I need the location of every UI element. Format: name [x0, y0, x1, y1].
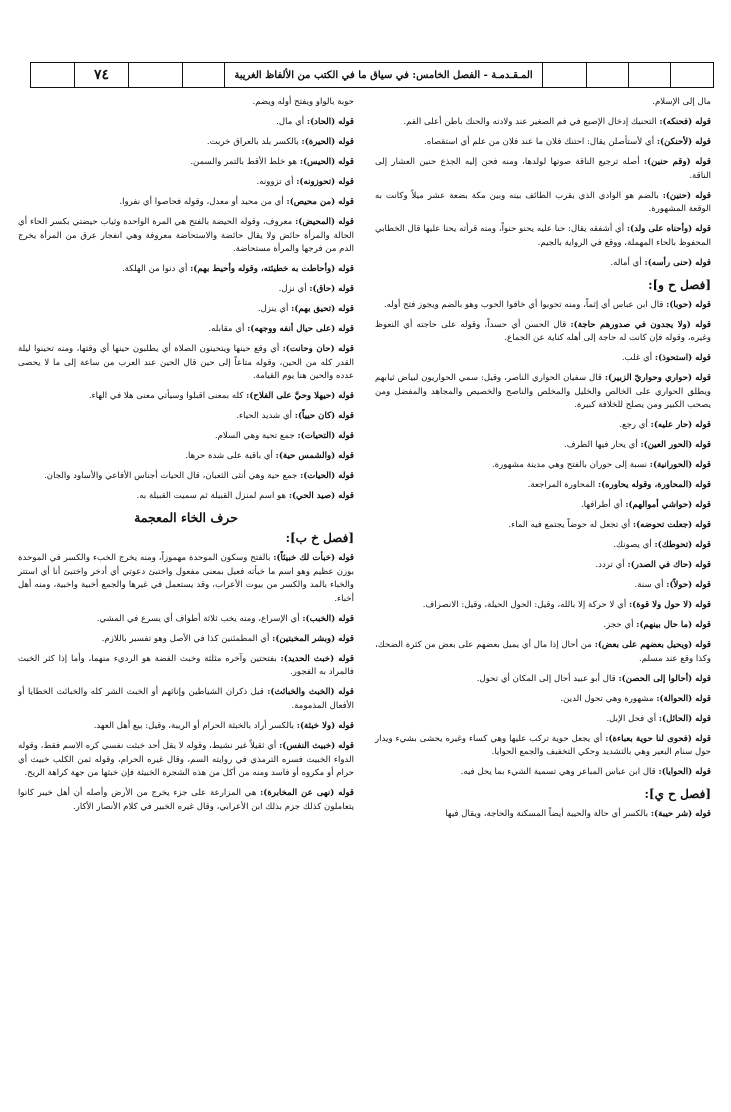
entry-keyword: قوله (الخبب): — [302, 613, 354, 624]
glossary-entry — [18, 552, 354, 606]
glossary-entry — [18, 116, 354, 130]
entry-keyword: قوله (ولا يجدون في صدورهم حاجة): — [570, 319, 711, 330]
entry-keyword: قوله (الحورانية): — [649, 460, 711, 471]
section-heading: [فصل ح ي]: — [644, 787, 711, 802]
right-text-column — [375, 96, 711, 828]
entry-keyword: قوله (حواري وحواريّ الزبير): — [604, 373, 711, 384]
header-cell-empty — [183, 63, 225, 87]
glossary-entry — [375, 299, 711, 313]
entry-keyword: قوله (الحيات): — [300, 471, 354, 482]
glossary-entry — [18, 490, 354, 504]
entry-keyword: قوله (حواشي أموالهم): — [625, 500, 711, 511]
section-heading: [فصل ح و]: — [648, 277, 711, 292]
entry-keyword: قوله (صيد الحي): — [288, 491, 354, 502]
entry-keyword: قوله (الخبث والخبائث): — [267, 687, 354, 698]
entry-text: هو اسم لمنزل القبيلة ثم سميت القبيلة به. — [136, 491, 289, 502]
entry-keyword: قوله (حوبا): — [666, 299, 711, 310]
entry-keyword: قوله (من محيص): — [286, 196, 354, 207]
entry-text: هي المزارعة على جزء يخرج من الأرض وأصله أن أهل خيبر كانوا يتعاملون كذلك جزم بذلك ابن الأعرابي، وقال غيره الخبير في كلام الأنصار الأكار. — [18, 788, 354, 812]
entry-text: أي أماله. — [610, 257, 645, 268]
entry-text: أي تجعل له حوضاً يجتمع فيه الماء. — [508, 520, 633, 531]
glossary-entry — [18, 136, 354, 150]
entry-text: معروف، وقوله الحيضة بالفتح هي المرة الواحدة وثياب حيضتي بكسر الحاء أي الحالة والمرأة حائض ولا يقال حائضة والاستحاضة معروفة وهي انفجار عرق من المرأة يخرج الدم من فرجها والمرأة مستحاضة. — [18, 216, 354, 255]
entry-keyword: قوله (حاق): — [309, 284, 354, 295]
entry-keyword: قوله (حان وحانت): — [282, 344, 354, 355]
glossary-entry — [18, 787, 354, 814]
entry-keyword: قوله (ما حال بينهم): — [636, 620, 711, 631]
header-cell-empty — [31, 63, 75, 87]
entry-text: هو خلط الأقط بالتمر والسمن. — [190, 156, 300, 167]
glossary-entry — [375, 808, 711, 822]
entry-keyword: قوله (لأحنكن): — [656, 136, 711, 147]
entry-keyword: قوله (تحوزونه): — [296, 176, 354, 187]
entry-keyword: قوله (فحوى لنا حوية بعباءة): — [605, 733, 711, 744]
entry-text: أي رجع. — [619, 420, 651, 431]
entry-keyword: قوله (على حيال أنفه ووجهه): — [247, 324, 354, 335]
entry-text: بالكسر أراد بالخبثة الحرام أو الريبة، وقيل: بيع أهل العهد. — [93, 720, 297, 731]
glossary-entry — [375, 96, 711, 110]
entry-keyword: قوله (خبيث النفس): — [279, 740, 355, 751]
glossary-entry — [375, 319, 711, 346]
glossary-entry — [18, 686, 354, 713]
header-cell-empty — [129, 63, 183, 87]
entry-keyword: قوله (حاك في الصدر): — [627, 560, 711, 571]
entry-keyword: قوله (نهى عن المخابرة): — [260, 788, 355, 799]
entry-text: بالضم هو الوادي الذي بقرب الطائف بينه وبين مكة بضعة عشر ميلاً وكانت به الوقعة المشهورة. — [375, 190, 711, 215]
glossary-entry — [18, 216, 354, 257]
glossary-entry — [18, 323, 354, 337]
entry-keyword: قوله (حنى رأسه): — [644, 257, 711, 268]
entry-text: نسبة إلى حوران بالفتح وهي مدينة مشهورة. — [491, 460, 650, 471]
glossary-entry — [375, 639, 711, 666]
entry-text: أي لا حركة إلا بالله، وقيل: الحول الحيلة، وقيل: الانصراف. — [422, 600, 629, 611]
entry-keyword: قوله (المحيض): — [295, 216, 354, 227]
page-number: ٧٤ — [75, 63, 129, 87]
entry-text: أي تزوونه. — [256, 176, 297, 187]
glossary-entry — [375, 223, 711, 250]
entry-keyword: قوله (لا حول ولا قوة): — [628, 600, 711, 611]
header-cell-empty — [587, 63, 629, 87]
entry-text: المحاورة المراجعة. — [527, 480, 598, 491]
glossary-entry — [375, 419, 711, 433]
entry-keyword: قوله (وأحناه على ولد): — [626, 224, 711, 235]
section-heading: حرف الخاء المعجمة — [134, 510, 238, 526]
entry-keyword: قوله (حيهلا وحيَّ على الفلاح): — [246, 391, 354, 402]
glossary-entry — [375, 766, 711, 780]
glossary-entry — [375, 479, 711, 493]
entry-text: أي مقابله. — [208, 324, 248, 335]
entry-keyword: قوله (وقم حنين): — [643, 156, 711, 167]
entry-text: بالكسر أي حالة والحيبة أيضاً المسكنة والحاجة، ويقال فيها — [445, 809, 651, 820]
entry-keyword: قوله (أحالوا إلى الحصن): — [618, 673, 711, 684]
glossary-entry — [375, 136, 711, 150]
entry-text: بالفتح وسكون الموحدة مهموزاً، ومنه يخرج الخبء والكسر في الموحدة بوزن عظيم وهو اسم ما خبأته فعيل بمعنى مفعول واختبئ دعوتي أي أدخر واختبئ أنا أي استتر والخباء بالمد والكسر من بيوت الأعراب، وقد يستعمل في غيرها والجمع أخبية واخبية، ومنه أهل أخباء. — [18, 553, 354, 604]
header-cell-empty — [671, 63, 713, 87]
entry-text: أي من محيد أو معدل، وقوله فحاصوا أي نفروا. — [119, 196, 287, 207]
entry-text: قال أبو عبيد أحال إلى المكان أي تحول. — [476, 673, 619, 684]
entry-keyword: قوله (كان حيياً): — [294, 411, 354, 422]
entry-keyword: قوله (الحيرة): — [301, 136, 354, 147]
entry-keyword: قوله (جعلت تحوضه): — [632, 520, 711, 531]
entry-text: قال ابن عباس المباعر وهي تسمية الشيء بما يحل فيه. — [460, 767, 659, 778]
header-cell-empty — [629, 63, 671, 87]
entry-text: مشهورة وهي تحول الدين. — [560, 693, 657, 704]
entry-keyword: قوله (تحوطك): — [654, 540, 711, 551]
glossary-entry — [375, 619, 711, 633]
entry-text: أي ينزل. — [257, 304, 292, 315]
glossary-entry — [375, 579, 711, 593]
entry-text: أي مال. — [276, 116, 307, 127]
left-text-column — [18, 96, 354, 821]
entry-text: أي فحل الإبل. — [606, 713, 659, 724]
entry-text: أي حجز. — [603, 620, 637, 631]
entry-text: جمع حية وهي أنثى الثعبان، قال الحيات أجناس الأفاعي والأساود والجان. — [44, 471, 301, 482]
entry-text: أي سنة. — [634, 580, 667, 591]
glossary-entry — [18, 613, 354, 627]
glossary-entry — [375, 156, 711, 183]
entry-keyword: قوله (الحيس): — [299, 156, 354, 167]
entry-text: أي وقع حينها ويتحينون الصلاة أي يطلبون حينها أي وقتها، ومنه تحينوا ليلة القدر كله من الحين، وقوله متاعاً إلى حين قال الحين عند العرب من ساعة إلى ما لا يحصى عدده والحين هنا يوم القيامة. — [18, 344, 354, 382]
entry-keyword: قوله (فحنكه): — [659, 116, 711, 127]
entry-text: قال الحسن أي حسداً، وقوله على حاجته أي النعوظ وغيره، وقوله فإن كانت له حاجة إلى أهله كناية عن الجماع. — [375, 319, 711, 344]
glossary-entry — [375, 673, 711, 687]
entry-keyword: قوله (الحوايا): — [658, 767, 711, 778]
glossary-entry — [18, 430, 354, 444]
entry-text: كله بمعنى اقبلوا وسيأتي معنى هلا في الهاء. — [88, 391, 247, 402]
glossary-entry — [18, 720, 354, 734]
page-header — [30, 62, 714, 88]
entry-keyword: قوله (ويحيل بعضهم على بعض): — [594, 640, 711, 651]
glossary-entry — [375, 116, 711, 130]
glossary-entry — [18, 263, 354, 277]
entry-keyword: قوله (الحائل): — [658, 713, 711, 724]
entry-text: أي الإسراع، ومنه يخب ثلاثة أطواف أي يسرع في المشي. — [96, 613, 303, 624]
glossary-entry — [18, 96, 354, 110]
entry-keyword: قوله (التحيات): — [297, 431, 354, 442]
entry-text: أي ثقيلاً غير نشيط، وقوله لا يقل أحد خبثت نفسي كره الاسم فقط، وقوله الدواء الخبيث فسره الترمذي في روايته السم، وقال غيره الحرام، وقوله ثمن الكلب خبيث أي حرام أو مكروه أو فاسد ومنه من أكل من هذه الشجرة الخبيثة فإن خبثها من جهة كراهة الريح. — [18, 740, 354, 779]
glossary-entry — [375, 713, 711, 727]
entry-text: جمع تحية وهي السلام. — [214, 431, 298, 442]
glossary-entry — [18, 633, 354, 647]
glossary-entry — [18, 470, 354, 484]
entry-text: مال إلى الإسلام. — [652, 97, 711, 107]
entry-text: أي يصونك. — [613, 540, 655, 551]
entry-text: أي غلب. — [621, 353, 655, 364]
entry-keyword: قوله (حار عليه): — [650, 420, 711, 431]
entry-text: أي أشفقه يقال: حنا عليه يحنو حنواً، ومنه قرأته يحنا عليها قال الخطابي المحفوظ بالحاء المهملة، ووقع في الرواية بالجيم. — [375, 224, 711, 248]
entry-text: التحنيك إدخال الإصبع في فم الصغير عند ولادته والحنك باطن أعلى الفم. — [403, 116, 660, 127]
entry-keyword: قوله (حنين): — [662, 190, 711, 201]
entry-keyword: قوله (والشمس حية): — [275, 451, 354, 462]
glossary-entry — [375, 372, 711, 413]
glossary-entry — [18, 343, 354, 384]
entry-text: أي أطرافها. — [580, 500, 626, 511]
glossary-entry — [18, 156, 354, 170]
entry-text: بفتحتين وآخره مثلثة وخبث الفضة هو الرديء منهما، وأما إذا كثر الخبث فالمراد به الفجور. — [18, 653, 354, 678]
entry-text: قيل ذكران الشياطين وإناثهم أو الخبث الشر كله والخبائث الخطايا أو الأفعال المذمومة. — [18, 687, 354, 711]
glossary-entry — [375, 539, 711, 553]
entry-keyword: قوله (تحيق بهم): — [291, 304, 354, 315]
glossary-entry — [18, 450, 354, 464]
glossary-entry — [18, 176, 354, 190]
entry-text: أي لأستأصلن يقال: احتنك فلان ما عند فلان من علم أي استقصاه. — [423, 136, 657, 147]
glossary-entry — [375, 439, 711, 453]
glossary-entry — [18, 303, 354, 317]
entry-text: أي يجعل حوية تركب عليها وهي كساء وغيره يحشى بشيء ويدار حول سنام البعير وهي بالتشديد وحكي التخفيف والجمع الحوايا. — [375, 733, 711, 758]
entry-text: أي شديد الحياء. — [236, 411, 295, 422]
glossary-entry — [375, 559, 711, 573]
glossary-entry — [18, 740, 354, 781]
entry-text: حوبة بالواو ويفتح أوله ويضم. — [252, 97, 354, 107]
entry-text: أصله ترجيع الناقة صوتها لولدها، ومنه فحن إليه الجذع حنين العشار إلى الناقة. — [375, 156, 711, 181]
glossary-entry — [375, 257, 711, 271]
section-heading: [فصل خ ب]: — [285, 531, 354, 546]
glossary-entry — [375, 519, 711, 533]
header-title: المـقـدمـة - الفصل الخامس: في سياق ما في الكتب من الألفاظ الغريبة — [225, 63, 543, 87]
glossary-entry — [375, 352, 711, 366]
glossary-entry — [18, 410, 354, 424]
entry-keyword: قوله (الحور العين): — [640, 440, 711, 451]
entry-keyword: قوله (خبأت لك خبيئاً): — [273, 553, 354, 564]
entry-text: بالكسر بلد بالعراق خربت. — [206, 136, 302, 147]
entry-text: أي دنوا من الهلكة. — [121, 264, 191, 275]
entry-keyword: قوله (وبشر المخبتين): — [272, 633, 354, 644]
entry-text: أي يحار فيها الطرف. — [564, 440, 641, 451]
entry-text: قال سفيان الحواري الناصر، وقيل: سمي الحواريون لبياض ثيابهم ويطلق الحواري على الخالص والخليل والمخلص والناصح والخصيص والمجاهد والمفضل ومن يصحب الكبير ومن يصلح للخلافة كبيرة. — [375, 373, 711, 411]
entry-keyword: قوله (خبث الحديد): — [280, 653, 354, 664]
glossary-entry — [375, 499, 711, 513]
entry-keyword: قوله (الحاد): — [306, 116, 354, 127]
entry-keyword: قوله (حولاً): — [666, 580, 711, 591]
entry-keyword: قوله (استحوذ): — [654, 353, 711, 364]
header-cell-empty — [543, 63, 587, 87]
glossary-entry — [18, 653, 354, 680]
glossary-entry — [375, 459, 711, 473]
entry-text: من أحال إذا مال أي يميل بعضهم على بعض من كثرة الضحك، وكذا وقع عند مسلم. — [375, 640, 711, 664]
entry-keyword: قوله (الحوالة): — [656, 693, 711, 704]
entry-keyword: قوله (وأحاطت به خطيئته، وقوله وأحيط بهم): — [190, 264, 354, 275]
glossary-entry — [18, 390, 354, 404]
entry-keyword: قوله (شر حيبة): — [650, 809, 711, 820]
entry-keyword: قوله (المحاورة، وقوله يحاوره): — [597, 480, 711, 491]
entry-text: أي تردد. — [595, 560, 628, 571]
glossary-entry — [375, 190, 711, 217]
glossary-entry — [375, 693, 711, 707]
entry-keyword: قوله (ولا خبثة): — [296, 720, 354, 731]
glossary-entry — [18, 283, 354, 297]
entry-text: قال ابن عباس أي إثماً، ومنه تحوبوا أي خافوا الحوب وهو بالضم ويجوز فتح أوله. — [383, 299, 667, 310]
glossary-entry — [375, 599, 711, 613]
entry-text: أي المطمئنين كذا في الأصل وهو تفسير باللازم. — [101, 633, 273, 644]
entry-text: أي باقية على شدة حرها. — [185, 451, 276, 462]
glossary-entry — [375, 733, 711, 760]
glossary-entry — [18, 196, 354, 210]
entry-text: أي نزل. — [278, 284, 310, 295]
